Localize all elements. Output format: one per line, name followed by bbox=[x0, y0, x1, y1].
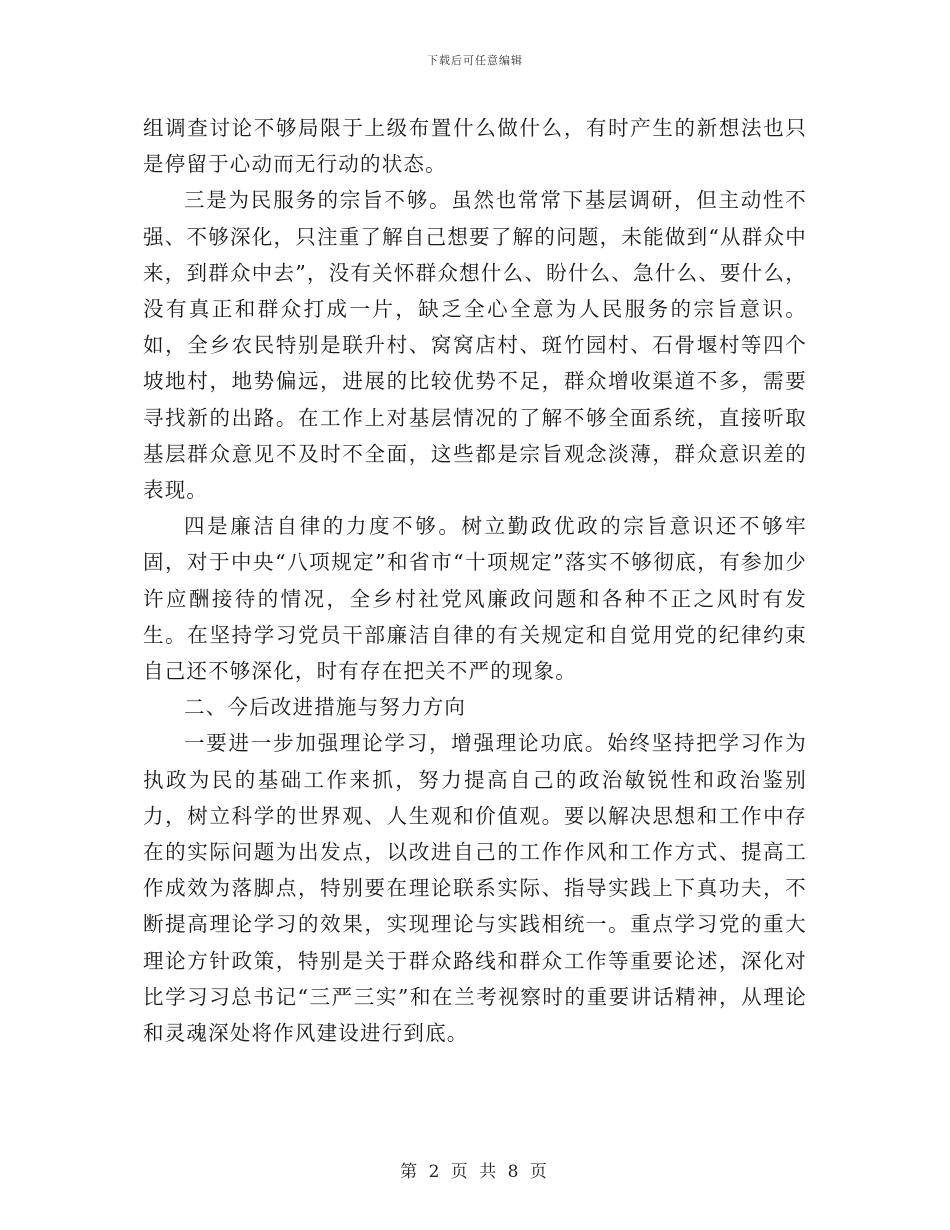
section-heading-improvements: 二、今后改进措施与努力方向 bbox=[184, 695, 467, 720]
page-header-note: 下载后可任意编辑 bbox=[427, 54, 523, 67]
paragraph-integrity: 四是廉洁自律的力度不够。树立勤政优政的宗旨意识还不够牢固，对于中央“八项规定”和省市“十项规定”落实不够彻底，有参加少许应酬接待的情况，全乡村社党风廉政问题和各种不正之风时有发生。在坚持学习党员干部廉洁自律的有关规定和自觉用党的纪律约束自己还不够深化，时有存在把关不严的现象。 bbox=[143, 514, 807, 684]
paragraph-continuation: 组调查讨论不够局限于上级布置什么做什么，有时产生的新想法也只是停留于心动而无行动的状态。 bbox=[143, 116, 807, 177]
page-number-footer: 第 2 页 共 8 页 bbox=[400, 1162, 550, 1182]
paragraph-theory-study: 一要进一步加强理论学习，增强理论功底。始终坚持把学习作为执政为民的基础工作来抓，努力提高自己的政治敏锐性和政治鉴别力，树立科学的世界观、人生观和价值观。要以解决思想和工作中存在的实际问题为出发点，以改进自己的工作作风和工作方式、提高工作成效为落脚点，特别要在理论联系实际、指导实践上下真功夫，不断提高理论学习的效果，实现理论与实践相统一。重点学习党的重大理论方针政策，特别是关于群众路线和群众工作等重要论述，深化对比学习习总书记“三严三实”和在兰考视察时的重要讲话精神，从理论和灵魂深处将作风建设进行到底。 bbox=[143, 731, 807, 1046]
document-body bbox=[143, 110, 807, 1051]
paragraph-service-purpose: 三是为民服务的宗旨不够。虽然也常常下基层调研，但主动性不强、不够深化，只注重了解自己想要了解的问题，未能做到“从群众中来，到群众中去”，没有关怀群众想什么、盼什么、急什么、要什么，没有真正和群众打成一片，缺乏全心全意为人民服务的宗旨意识。如，全乡农民特别是联升村、窝窝店村、斑竹园村、石骨堰村等四个坡地村，地势偏远，进展的比较优势不足，群众增收渠道不多，需要寻找新的出路。在工作上对基层情况的了解不够全面系统，直接听取基层群众意见不及时不全面，这些都是宗旨观念淡薄，群众意识差的表现。 bbox=[143, 188, 807, 503]
